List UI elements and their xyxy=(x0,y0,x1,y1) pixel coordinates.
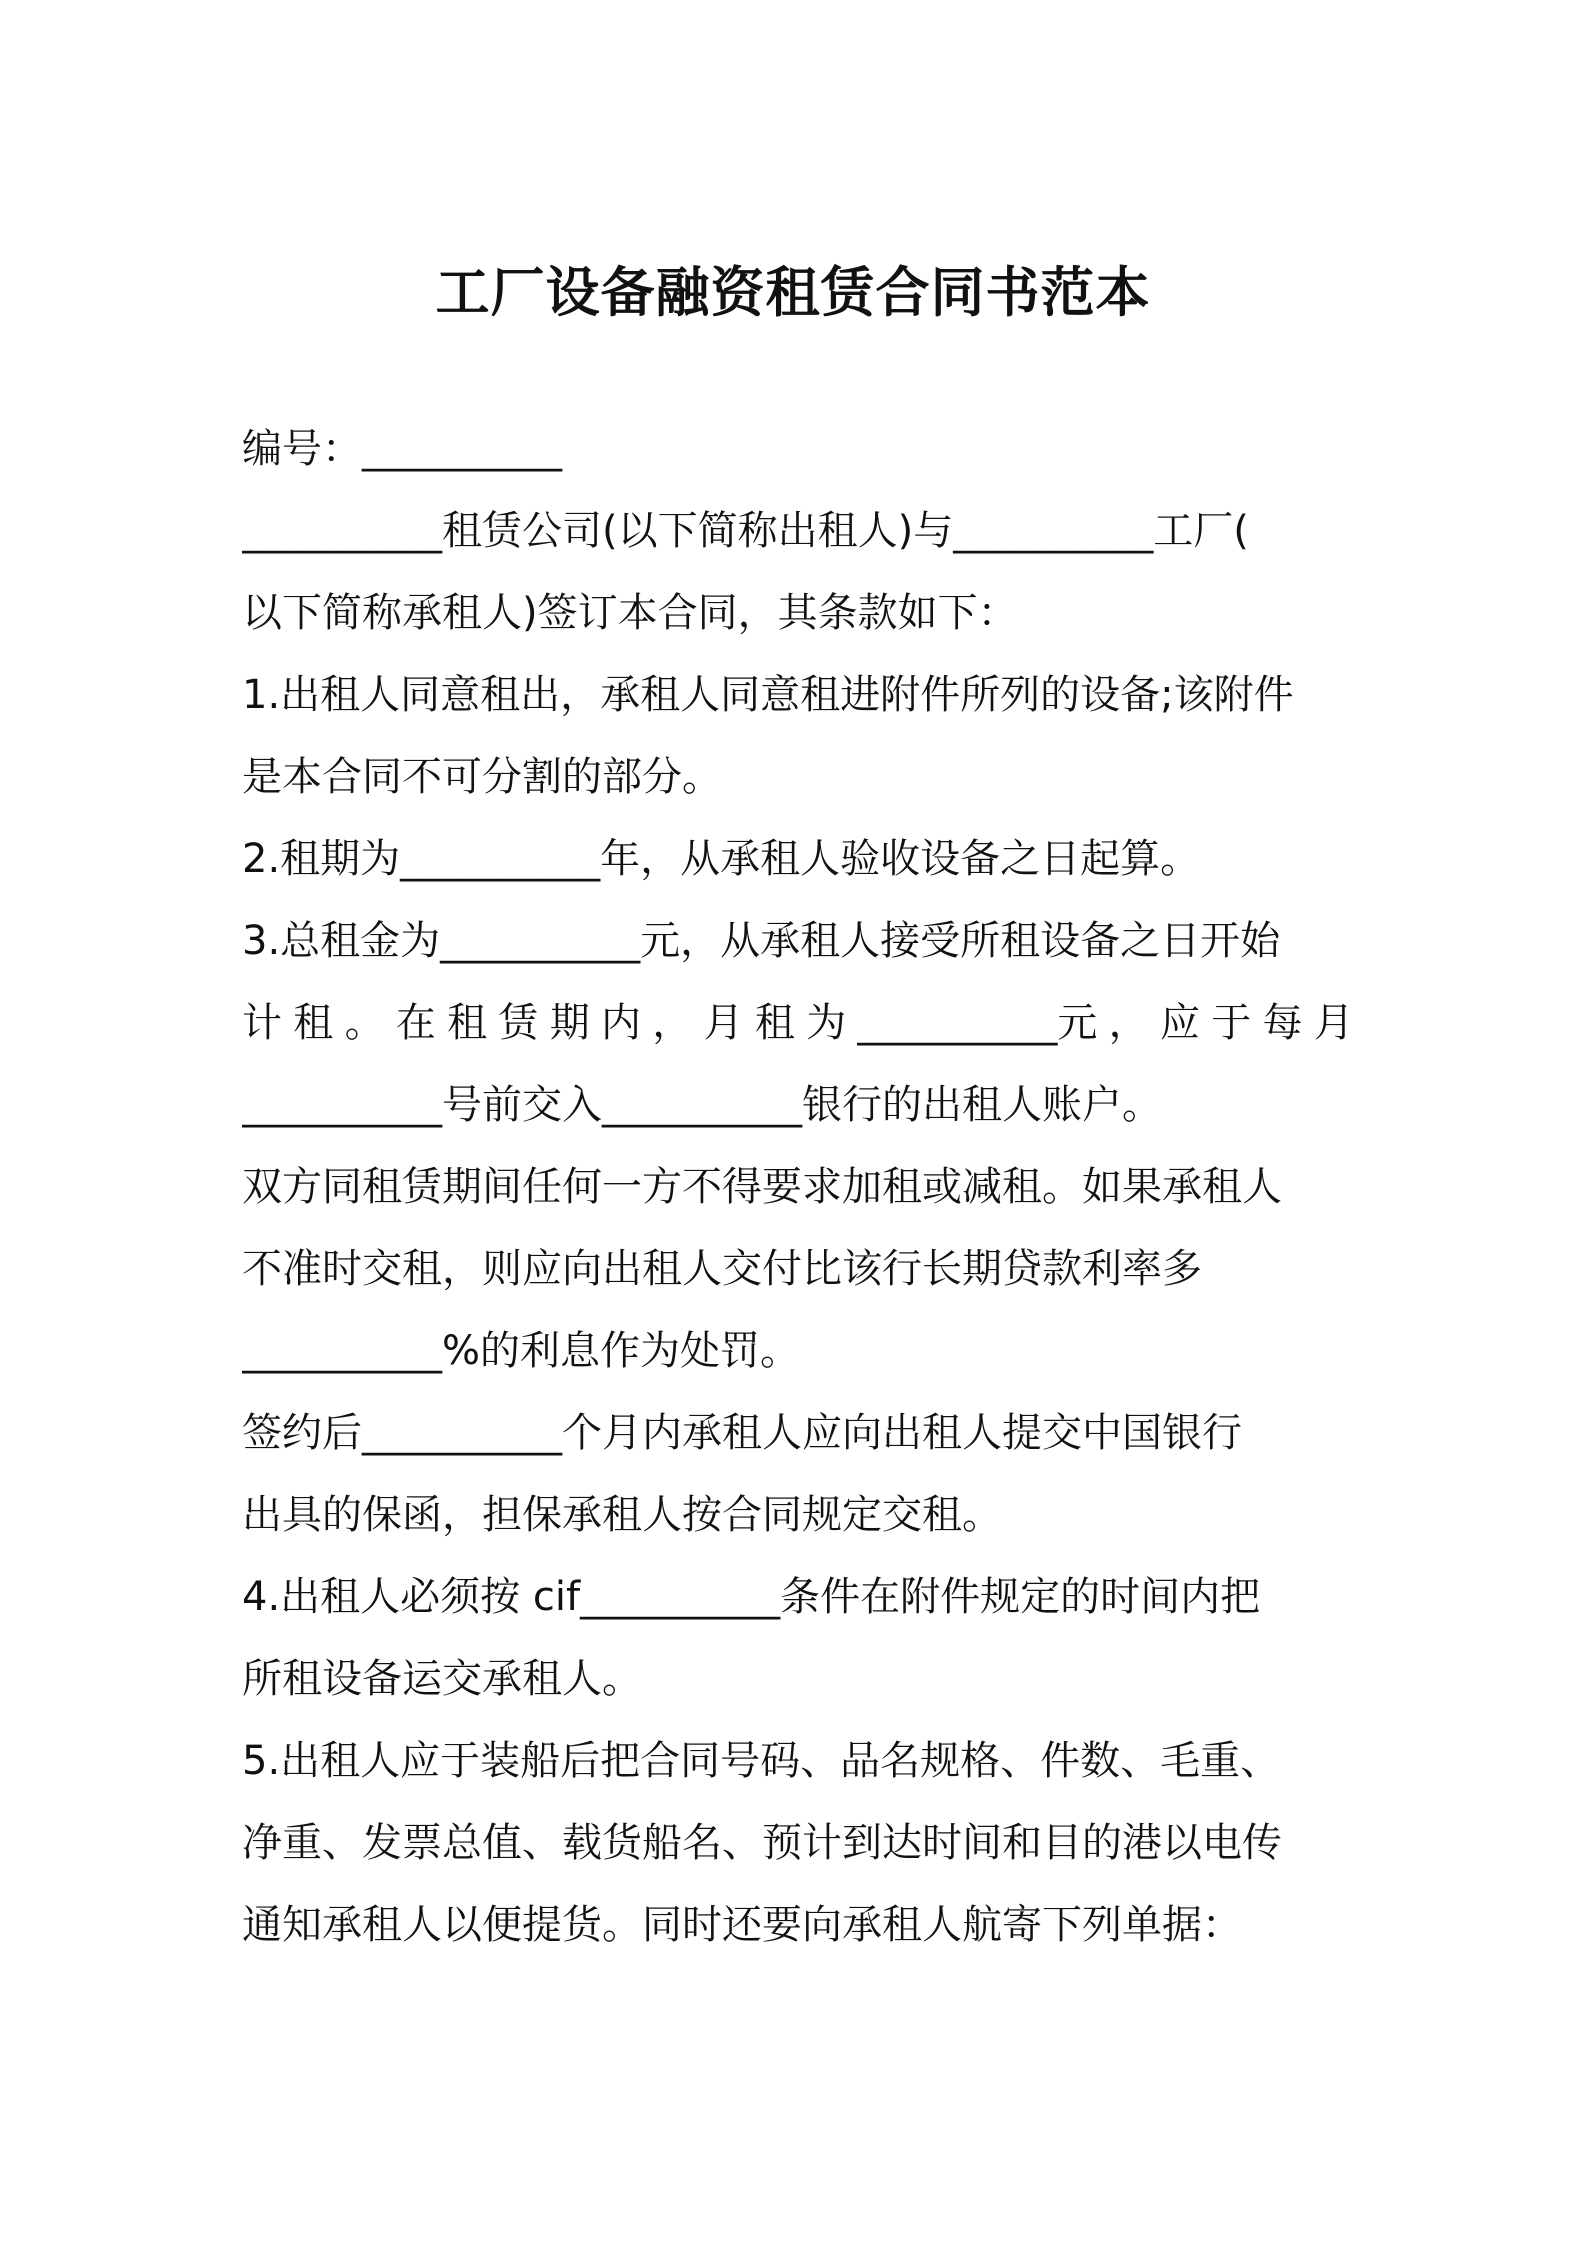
clause-3-line: 3.总租金为__________元，从承租人接受所租设备之日开始 xyxy=(242,918,1281,964)
paragraph-line: __________%的利息作为处罚。 xyxy=(242,1328,801,1374)
paragraph-line: __________租赁公司(以下简称出租人)与__________工厂( xyxy=(242,508,1249,554)
justified-char: 内 xyxy=(600,1000,641,1046)
clause-3-line: __________号前交入__________银行的出租人账户。 xyxy=(242,1082,1162,1128)
justified-char: 。 xyxy=(344,1000,385,1046)
justified-char: 月 xyxy=(703,1000,744,1046)
clause-4-line: 所租设备运交承租人。 xyxy=(242,1656,642,1702)
clause-2-line: 2.租期为__________年，从承租人验收设备之日起算。 xyxy=(242,836,1201,882)
justified-char: 应 xyxy=(1159,1000,1200,1046)
clause-1-line: 1.出租人同意租出，承租人同意租进附件所列的设备;该附件 xyxy=(242,672,1294,718)
document-title: 工厂设备融资租赁合同书范本 xyxy=(435,261,1151,324)
clause-3-justified-line xyxy=(242,982,1354,1064)
justified-char: __________元 xyxy=(857,1000,1098,1046)
clause-4-line: 4.出租人必须按 cif__________条件在附件规定的时间内把 xyxy=(242,1574,1261,1620)
contract-number-line: 编号：__________ xyxy=(242,426,562,472)
justified-char: 每 xyxy=(1262,1000,1303,1046)
clause-5-line: 5.出租人应于装船后把合同号码、品名规格、件数、毛重、 xyxy=(242,1738,1281,1784)
justified-char: 赁 xyxy=(498,1000,539,1046)
clause-5-line: 通知承租人以便提货。同时还要向承租人航寄下列单据： xyxy=(242,1902,1242,1948)
justified-char: 计 xyxy=(242,1000,282,1046)
paragraph-line: 不准时交租，则应向出租人交付比该行长期贷款利率多 xyxy=(242,1246,1202,1292)
justified-char: 租 xyxy=(754,1000,795,1046)
document-body xyxy=(242,408,1354,1966)
justified-char: 租 xyxy=(447,1000,488,1046)
justified-char: 期 xyxy=(549,1000,590,1046)
justified-char: 于 xyxy=(1211,1000,1252,1046)
justified-char: 月 xyxy=(1313,1000,1354,1046)
justified-char: 租 xyxy=(293,1000,334,1046)
justified-char: 在 xyxy=(395,1000,436,1046)
justified-char: ， xyxy=(1108,1000,1149,1046)
clause-5-line: 净重、发票总值、载货船名、预计到达时间和目的港以电传 xyxy=(242,1820,1282,1866)
clause-1-line: 是本合同不可分割的部分。 xyxy=(242,754,722,800)
justified-char: 为 xyxy=(806,1000,847,1046)
paragraph-line: 以下简称承租人)签订本合同，其条款如下： xyxy=(242,590,1018,636)
paragraph-line: 出具的保函，担保承租人按合同规定交租。 xyxy=(242,1492,1002,1538)
paragraph-line: 双方同租赁期间任何一方不得要求加租或减租。如果承租人 xyxy=(242,1164,1282,1210)
justified-char: ， xyxy=(652,1000,693,1046)
paragraph-line: 签约后__________个月内承租人应向出租人提交中国银行 xyxy=(242,1410,1242,1456)
